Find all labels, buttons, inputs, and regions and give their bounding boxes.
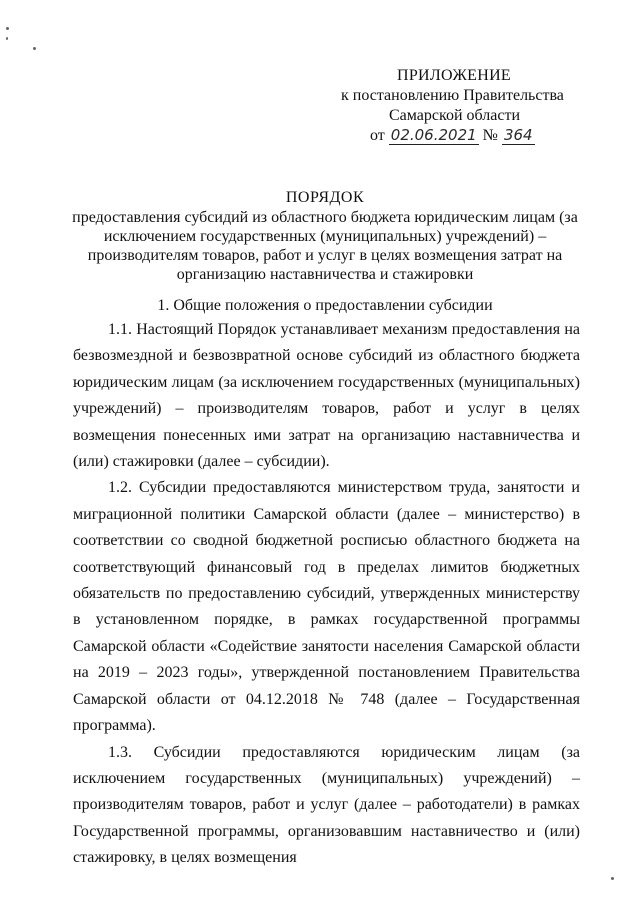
handwritten-number: 364 bbox=[503, 126, 533, 144]
number-sign: № bbox=[482, 127, 498, 144]
scan-mark bbox=[6, 37, 8, 40]
section-heading: 1. Общие положения о предоставлении субсидии bbox=[157, 297, 493, 314]
date-prefix: от bbox=[370, 127, 385, 144]
appendix-title: ПРИЛОЖЕНИЕ bbox=[397, 67, 512, 84]
scan-mark bbox=[6, 27, 9, 30]
appendix-resolution-line: к постановлению Правительства bbox=[341, 87, 564, 104]
appendix-block bbox=[335, 66, 595, 146]
handwritten-date: 02.06.2021 bbox=[390, 126, 477, 144]
appendix-date-row bbox=[335, 126, 595, 146]
paragraph-1-3: 1.3. Субсидии предоставляются юридическим лицам (за исключением государственных (муниципальных) учреждений) – производителям товаров, работ и услуг (далее – работодатели) в рамках Государственной программы, организовавшим наставничество и (или) стажировку, в целях возмещения bbox=[73, 743, 580, 867]
document-subtitle: предоставления субсидий из областного бюджета юридическим лицам (за исключением государственных (муниципальных) учреждений) – производителям товаров, работ и услуг в целях возмещения затрат на организацию наставничества и стажировки bbox=[72, 209, 578, 283]
scan-mark bbox=[33, 47, 36, 50]
document-title: ПОРЯДОК bbox=[285, 189, 365, 206]
scan-mark bbox=[611, 877, 614, 880]
paragraph-1-2: 1.2. Субсидии предоставляются министерством труда, занятости и миграционной политики Самарской области (далее – министерство) в соответствии со сводной бюджетной росписью областного бюджета на соответствующий финансовый год в пределах лимитов бюджетных обязательств по предоставлению субсидий, утвержденных министерству в установленном порядке, в рамках государственной программы Самарской области «Содействие занятости населения Самарской области на 2019 – 2023 годы», утвержденной постановлением Правительства Самарской области от 04.12.2018 № 748 (далее – Государственная программа). bbox=[73, 479, 580, 735]
appendix-region-line: Самарской области bbox=[389, 107, 520, 124]
document-body bbox=[73, 317, 580, 872]
paragraph-1-1: 1.1. Настоящий Порядок устанавливает механизм предоставления на безвозмездной и безвозвратной основе субсидий из областного бюджета юридическим лицам (за исключением государственных (муниципальных) учреждений) – производителям товаров, работ и услуг в целях возмещения понесенных ими затрат на организацию наставничества и (или) стажировки (далее – субсидии). bbox=[73, 321, 580, 471]
